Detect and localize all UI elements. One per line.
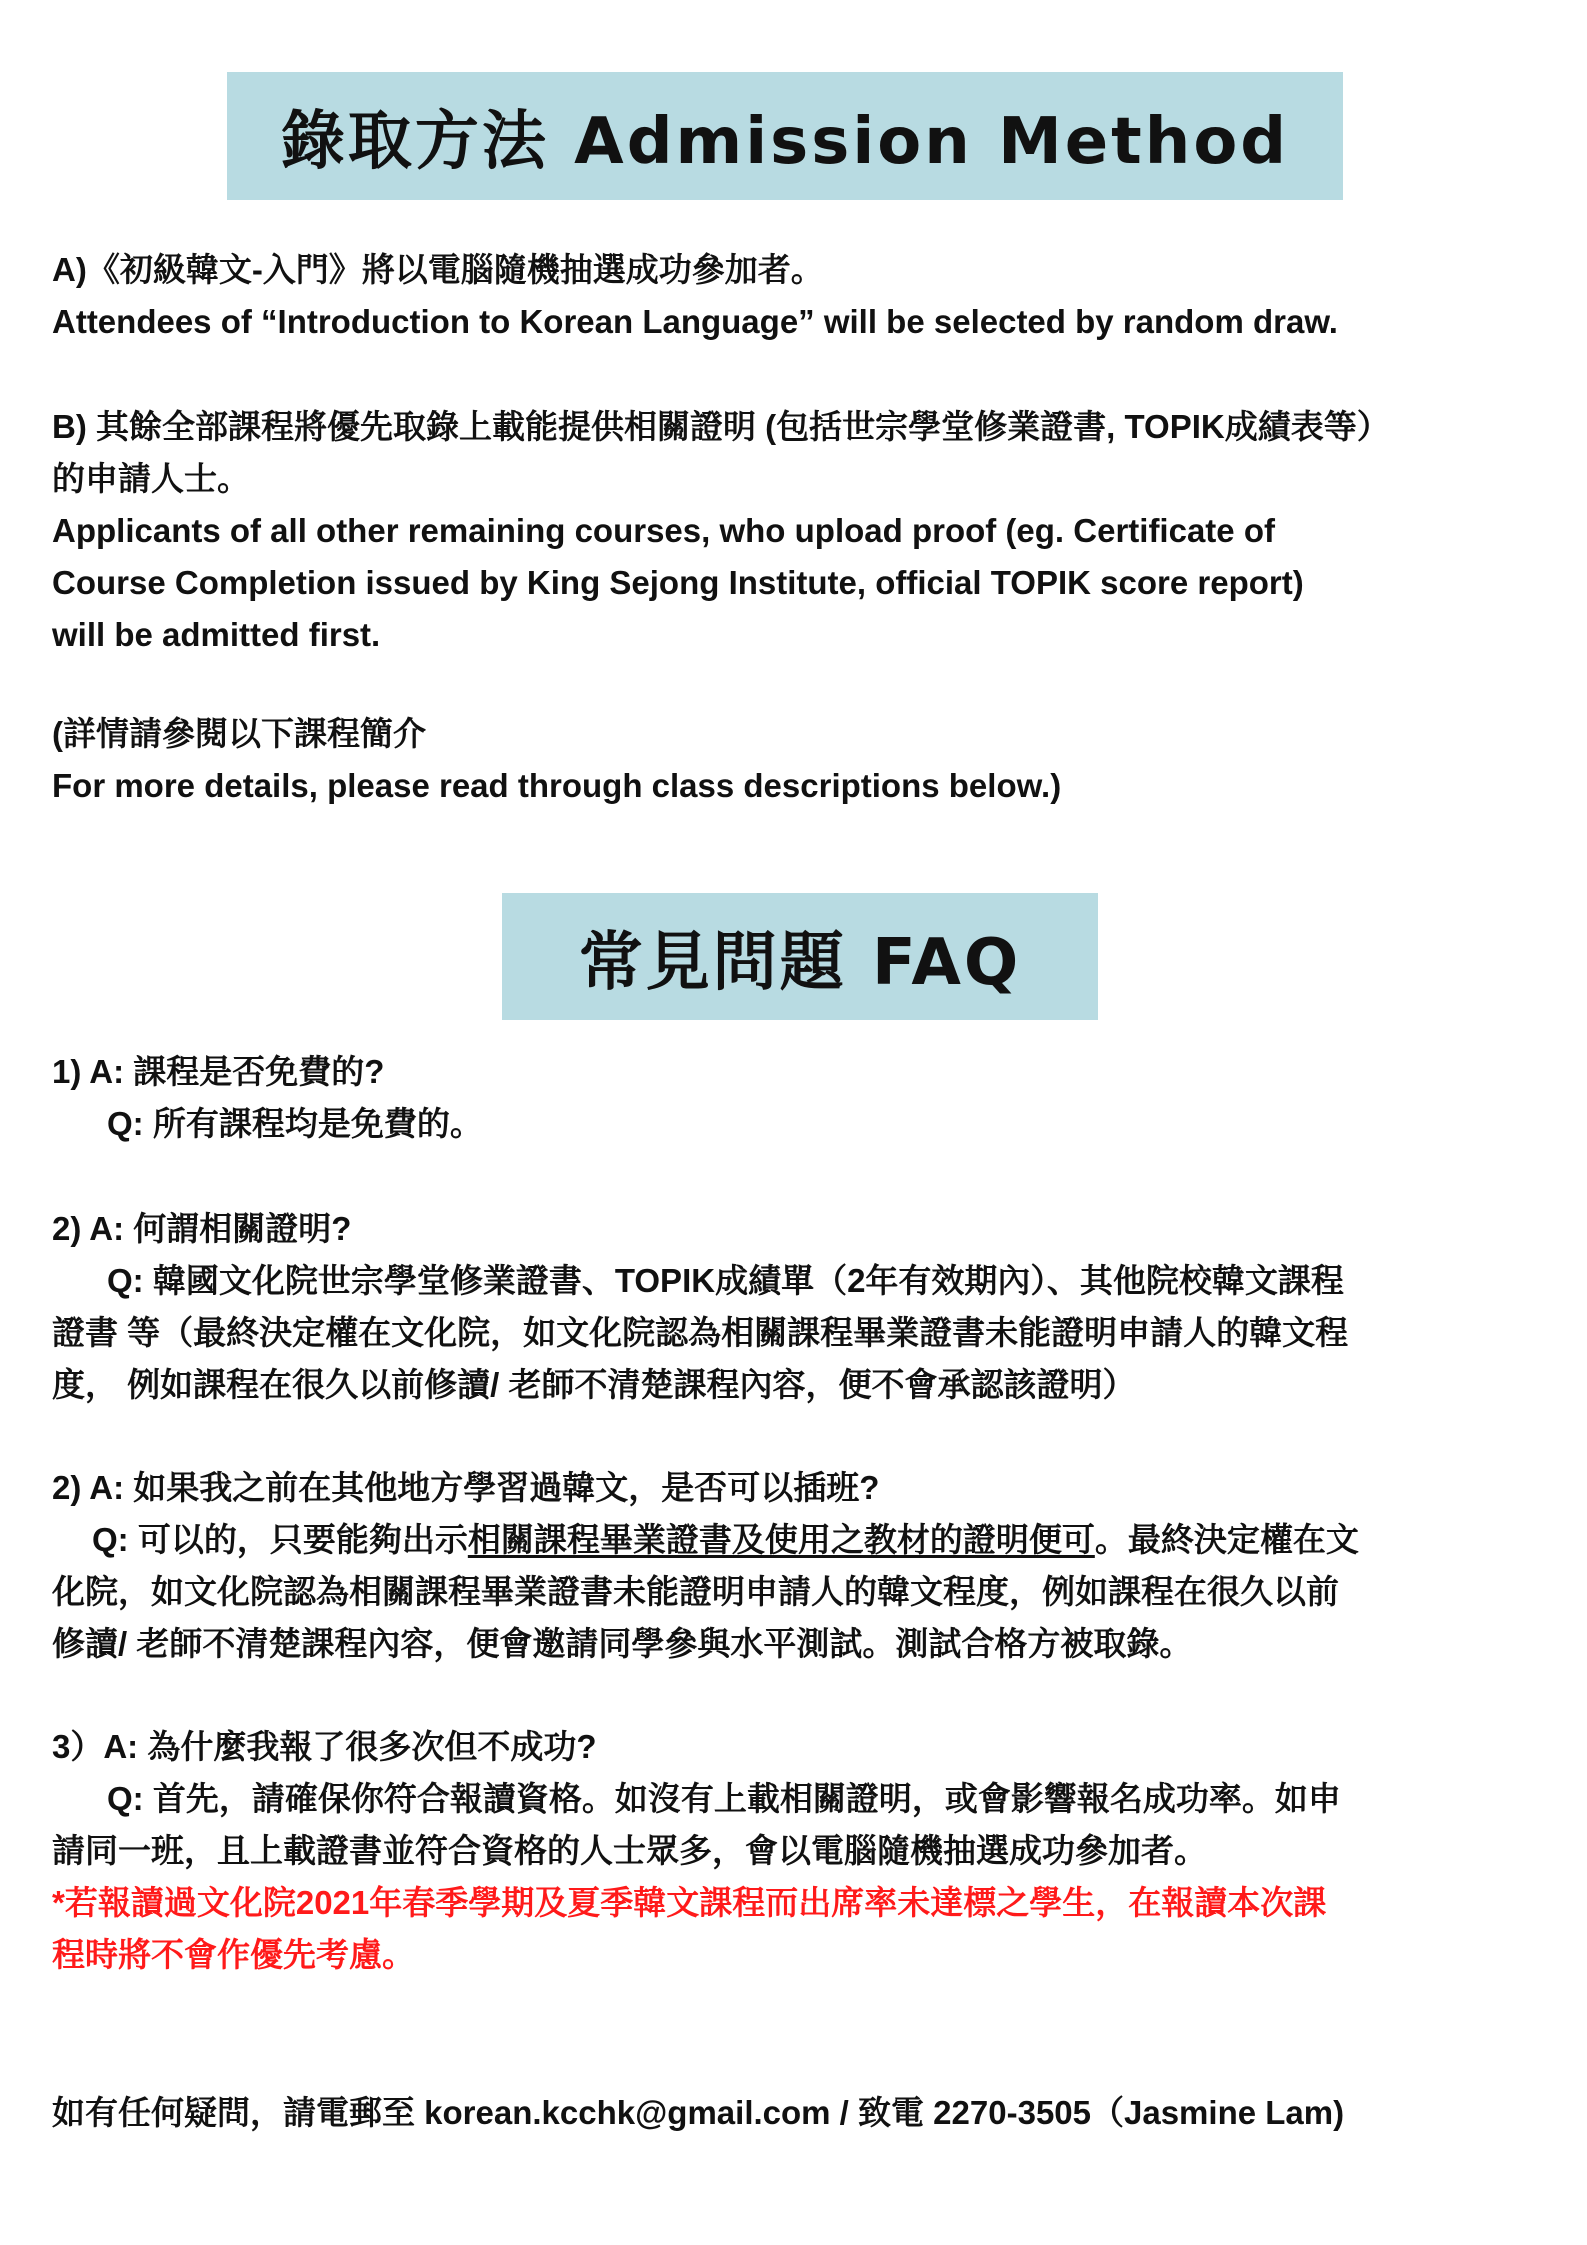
contact-line: 如有任何疑問，請電郵至 korean.kcchk@gmail.com / 致電 2270-3505（Jasmine Lam)	[52, 2094, 1345, 2131]
rule-b-english-line-1: Applicants of all other remaining courses, who upload proof (eg. Certificate of	[52, 512, 1275, 549]
faq-3-answer-underlined: 相關課程畢業證書及使用之教材的證明便可	[467, 1521, 1095, 1558]
faq-3-answer-post: 。最終決定權在文	[1094, 1521, 1359, 1558]
details-note	[52, 708, 1061, 812]
faq-3-question: 2) A: 如果我之前在其他地方學習過韓文，是否可以插班?	[52, 1469, 880, 1506]
faq-title: 常見問題 FAQ	[578, 925, 1022, 1000]
contact-info	[52, 2087, 1344, 2139]
rule-b-chinese-line-1: B) 其餘全部課程將優先取錄上載能提供相關證明 (包括世宗學堂修業證書, TOPIK成績表等）	[52, 408, 1390, 445]
admission-rule-b	[52, 401, 1390, 661]
faq-item-4	[52, 1721, 1341, 1981]
faq-1-answer: Q: 所有課程均是免費的。	[107, 1105, 483, 1142]
faq-banner	[502, 893, 1098, 1020]
faq-2-question: 2) A: 何謂相關證明?	[52, 1210, 352, 1247]
rule-a-english: Attendees of “Introduction to Korean Language” will be selected by random draw.	[52, 303, 1338, 340]
faq-3-answer-line-1	[52, 1514, 1359, 1566]
details-note-english: For more details, please read through class descriptions below.)	[52, 767, 1062, 804]
details-note-chinese: (詳情請參閱以下課程簡介	[52, 715, 426, 752]
faq-4-warning-line-1: *若報讀過文化院2021年春季學期及夏季韓文課程而出席率未達標之學生，在報讀本次課	[52, 1884, 1327, 1921]
admission-rule-a	[52, 244, 1338, 348]
rule-b-english-line-2: Course Completion issued by King Sejong Institute, official TOPIK score report)	[52, 564, 1304, 601]
faq-3-answer-line-3: 修讀/ 老師不清楚課程內容，便會邀請同學參與水平測試。測試合格方被取錄。	[52, 1625, 1193, 1662]
faq-2-answer-line-1: Q: 韓國文化院世宗學堂修業證書、TOPIK成績單（2年有效期內）、其他院校韓文課程	[107, 1262, 1344, 1299]
rule-b-chinese-line-2: 的申請人士。	[52, 460, 250, 497]
rule-b-english-line-3: will be admitted first.	[52, 616, 381, 653]
faq-3-answer-line-2: 化院，如文化院認為相關課程畢業證書未能證明申請人的韓文程度，例如課程在很久以前	[52, 1573, 1339, 1610]
admission-method-title: 錄取方法 Admission Method	[280, 105, 1290, 179]
faq-4-question: 3）A: 為什麼我報了很多次但不成功?	[52, 1728, 597, 1765]
rule-a-chinese: A)《初級韓文-入門》將以電腦隨機抽選成功參加者。	[52, 251, 824, 288]
faq-item-3	[52, 1462, 1359, 1670]
faq-1-question: 1) A: 課程是否免費的?	[52, 1053, 385, 1090]
faq-4-warning-line-2: 程時將不會作優先考慮。	[52, 1936, 415, 1973]
faq-2-answer-line-2: 證書 等（最終決定權在文化院，如文化院認為相關課程畢業證書未能證明申請人的韓文程	[52, 1314, 1349, 1351]
faq-item-2	[52, 1203, 1348, 1411]
faq-3-answer-pre: Q: 可以的，只要能夠出示	[92, 1521, 468, 1558]
admission-method-banner	[227, 72, 1343, 200]
faq-2-answer-line-3: 度， 例如課程在很久以前修讀/ 老師不清楚課程內容，便不會承認該證明）	[52, 1366, 1136, 1403]
faq-4-answer-line-2: 請同一班，且上載證書並符合資格的人士眾多，會以電腦隨機抽選成功參加者。	[52, 1832, 1207, 1869]
faq-item-1	[52, 1046, 483, 1150]
faq-4-answer-line-1: Q: 首先，請確保你符合報讀資格。如沒有上載相關證明，或會影響報名成功率。如申	[107, 1780, 1341, 1817]
